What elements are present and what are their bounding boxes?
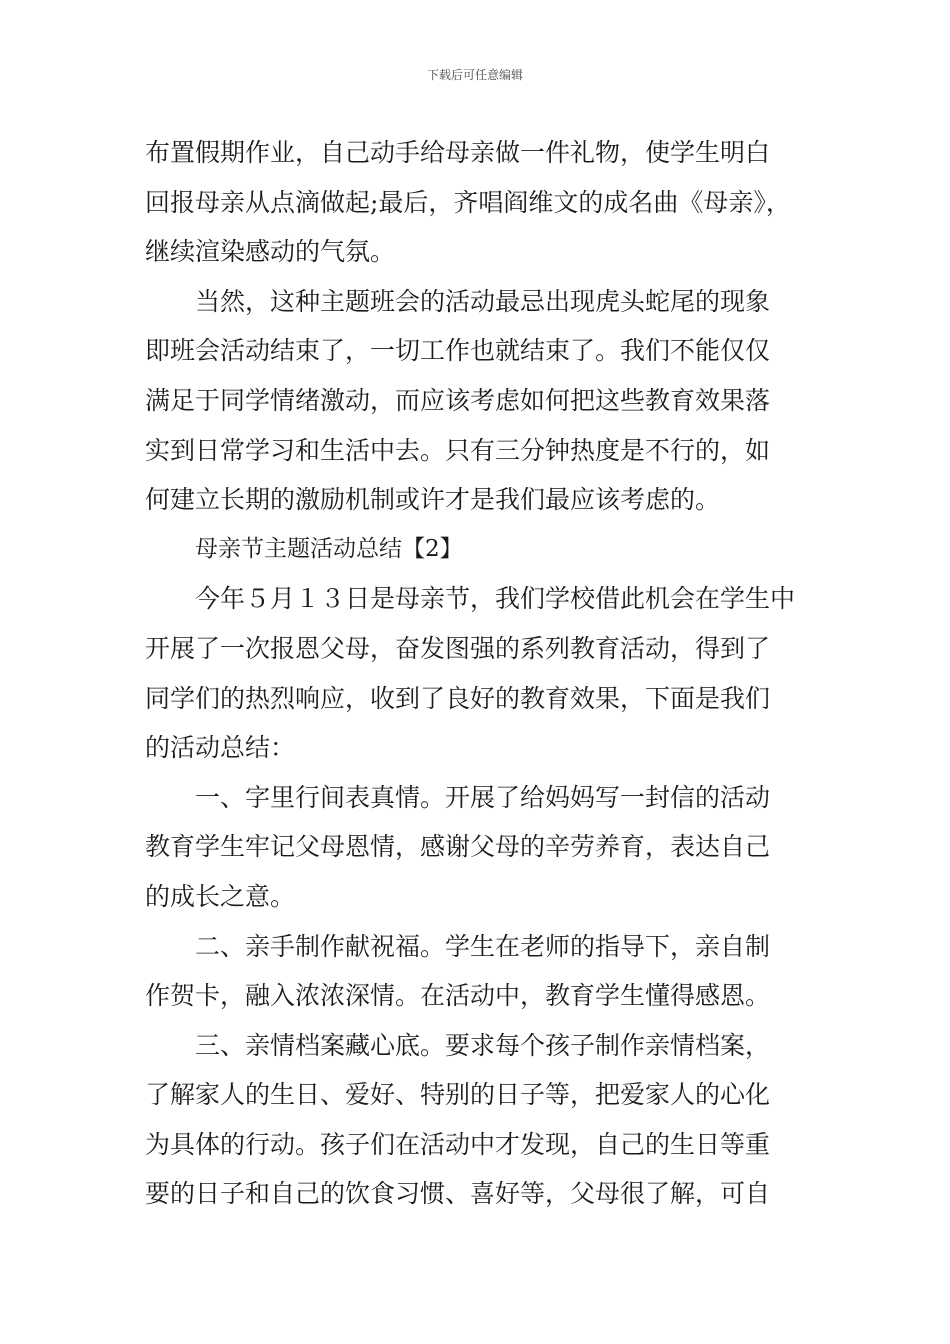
- text-line: 教育学生牢记父母恩情，感谢父母的辛劳养育，表达自己: [145, 832, 771, 862]
- text-line: 了解家人的生日、爱好、特别的日子等，把爱家人的心化: [145, 1080, 771, 1110]
- text-line: 同学们的热烈响应，收到了良好的教育效果，下面是我们: [145, 683, 771, 713]
- paragraph: [145, 574, 810, 772]
- paragraph: [145, 128, 810, 277]
- paragraph: [145, 1021, 810, 1219]
- document-body: [145, 128, 810, 1219]
- text-line: 继续渲染感动的气氛。: [145, 237, 396, 267]
- text-line: 何建立长期的激励机制或许才是我们最应该考虑的。: [145, 485, 721, 515]
- paragraph: [145, 773, 810, 922]
- section-heading: [145, 525, 810, 575]
- text-line: 今年５月１３日是母亲节，我们学校借此机会在学生中: [195, 584, 796, 614]
- text-line: 的成长之意。: [145, 881, 296, 911]
- paragraph: [145, 277, 810, 525]
- text-line: 的活动总结：: [145, 733, 296, 763]
- text-line: 要的日子和自己的饮食习惯、喜好等，父母很了解，可自: [145, 1179, 771, 1209]
- text-line: 开展了一次报恩父母，奋发图强的系列教育活动，得到了: [145, 633, 771, 663]
- text-line: 实到日常学习和生活中去。只有三分钟热度是不行的，如: [145, 435, 771, 465]
- text-line: 一、字里行间表真情。开展了给妈妈写一封信的活动: [195, 782, 771, 812]
- text-line: 作贺卡，融入浓浓深情。在活动中，教育学生懂得感恩。: [145, 981, 771, 1011]
- text-line: 布置假期作业，自己动手给母亲做一件礼物，使学生明白: [145, 138, 771, 167]
- text-line: 回报母亲从点滴做起;最后，齐唱阎维文的成名曲《母亲》，: [145, 187, 791, 217]
- page-header: 下载后可任意编辑: [426, 68, 523, 82]
- text-line: 三、亲情档案藏心底。要求每个孩子制作亲情档案，: [195, 1030, 771, 1060]
- paragraph: [145, 922, 810, 1021]
- text-line: 即班会活动结束了，一切工作也就结束了。我们不能仅仅: [145, 336, 771, 366]
- text-line: 二、亲手制作献祝福。学生在老师的指导下，亲自制: [195, 931, 771, 961]
- text-line: 当然，这种主题班会的活动最忌出现虎头蛇尾的现象: [195, 286, 771, 316]
- section-heading-text: 母亲节主题活动总结【2】: [195, 535, 463, 562]
- text-line: 满足于同学情绪激动，而应该考虑如何把这些教育效果落: [145, 385, 771, 415]
- text-line: 为具体的行动。孩子们在活动中才发现，自己的生日等重: [145, 1129, 771, 1159]
